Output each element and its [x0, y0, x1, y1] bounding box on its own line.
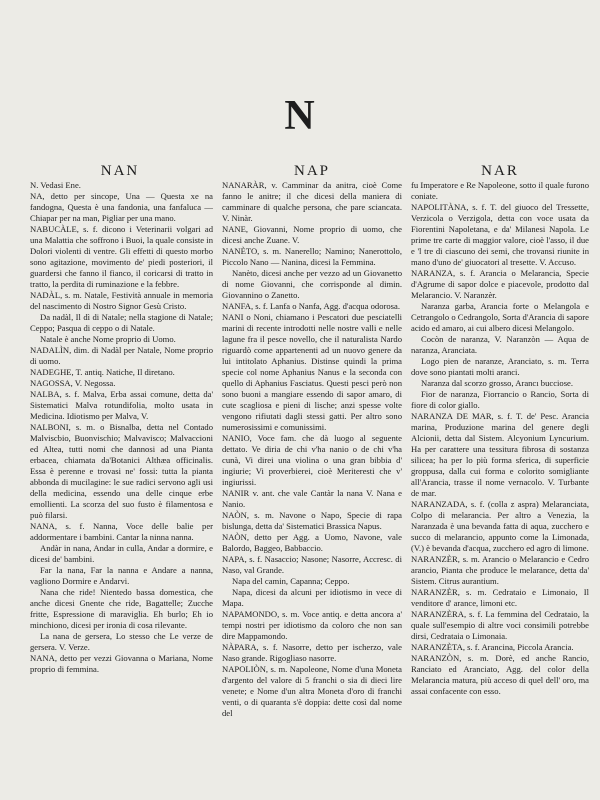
dictionary-entry: NANIR v. ant. che vale Cantàr la nana V. Nana e Nanio.: [222, 488, 402, 509]
dictionary-entry: Logo pien de naranze, Aranciato, s. m. Terra dove sono piantati molti aranci.: [411, 356, 589, 377]
dictionary-entry: La nana de gersera, Lo stesso che Le verze de gersera. V. Verze.: [30, 631, 213, 652]
dictionary-entry: NAPA, s. f. Nasaccio; Nasone; Nasorre, Accresc. di Naso, val Grande.: [222, 554, 402, 575]
column-header-2: NAP: [293, 163, 330, 179]
dictionary-entry: NAPOLITÀNA, s. f. T. del giuoco del Tressette, Verzicola o Verzigola, detta con voce usata da Fiorentini Napoletana, e da' Milanesi Napola. Le prime tre carte di maggior valore, cioè l'asso, il due e 'l tre di ciascuno dei semi, che trovansi riunite in mano d'uno de' giuocatori al tresette. V. Accuso.: [411, 202, 589, 267]
dictionary-entry: NARANZA DE MAR, s. f. T. de' Pesc. Arancia marina, Produzione marina del genere degli Alcionii, detta dal Sistem. Alcyonium Lyncurium. Ha per carattere una tessitura fibrosa di sostanza silicea; ha per lo più forma sferica, di superficie groppusa, dalla cui forma e colorito somigliante all'Arancia, trasse il nome vernacolo. V. Turbante de mar.: [411, 411, 589, 498]
text-column-1: [30, 180, 213, 795]
dictionary-entry: NALBONI, s. m. o Bisnalba, detta nel Contado Malviscbio, Buonvischio; Malvavisco; Malvaccioni ed Altea, tutti nomi che dannosi ad una Pianta erbacea, chiamata da'Botanici Althæa officinalis. Essa è perenne e trovasi ne' fossi: tutta la pianta abbonda di mucilagine: le sue radici servono agli usi della medicina, essendo una delle cinque erbe emollienti. La scorza del suo fusto è filamentosa e può filarsi.: [30, 422, 213, 520]
dictionary-entry: NA, detto per sincope, Una — Questa xe na fandogna, Questa è una fandonia, una fanfaluca — Chiapar per na man, Pigliar per una mano.: [30, 191, 213, 223]
dictionary-entry: NANI o Noni, chiamano i Pescatori due pesciatelli marini di recente introdotti nelle nostre valli e nelle lagune fra il pesce novello, che il naturalista Nardo riguardò come appartenenti ad un nuovo genere da lui intitolato Aphanius. Distinse quindi la prima specie col nome Aphanius Nanus e la seconda con quello di Aphanius Fasciatus. Questi pesci però non sono buoni a mangiare essendo di sapor amaro, di cute scagliosa e pieni di lische; anzi spesse volte vengono rifiutati dagli stessi gatti. Per altro sono numerosissimi e comunissimi.: [222, 312, 402, 432]
text-column-3: [411, 180, 589, 795]
dictionary-entry: Nana che ride! Nientedo bassa domestica, che anche dicesi Gnente che ride, Bagattelle; Zucche fritte, Espressione di maraviglia. Eh burlo; Eh io minchiono, dicesi per ironia di cosa rilevante.: [30, 587, 213, 630]
dictionary-entry: N. Vedasi Ene.: [30, 180, 81, 190]
column-header-1: NAN: [100, 163, 140, 179]
dictionary-entry: NALBA, s. f. Malva, Erba assai comune, detta da' Sistematici Malva rotundifolia, molto usata in Medicina. Idiotismo per Malva, V.: [30, 389, 213, 421]
dictionary-entry: Far la nana, Far la nanna e Andare a nanna, vagliono Dormire e Andarvi.: [30, 565, 213, 586]
dictionary-entry: NARANZÈTA, s. f. Arancina, Piccola Arancia.: [411, 642, 574, 652]
dictionary-entry: NADALÌN, dim. di Nadàl per Natale, Nome proprio di uomo.: [30, 345, 213, 366]
dictionary-entry: Natale è anche Nome proprio di Uomo.: [40, 334, 176, 344]
dictionary-entry: NAPAMONDO, s. m. Voce antiq. e detta ancora a' tempi nostri per idiotismo da coloro che non san dire Mappamondo.: [222, 609, 402, 641]
dictionary-entry: NANE, Giovanni, Nome proprio di uomo, che dicesi anche Zuane. V.: [222, 224, 402, 245]
text-column-2: [222, 180, 402, 795]
dictionary-entry: NARANZÒN, s. m. Dorè, ed anche Rancio, Ranciato ed Aranciato, Agg. del color della Melarancia matura, più acceso di quel dell' oro, ma assai confacente con esso.: [411, 653, 589, 696]
dictionary-entry: NAGOSSA, V. Negossa.: [30, 378, 116, 388]
dictionary-entry: Andàr in nana, Andar in culla, Andar a dormire, e dicesi de' bambini.: [30, 543, 213, 564]
dictionary-entry: NAÒN, s. m. Navone o Napo, Specie di rapa bislunga, detta da' Sistematici Brassica Napus.: [222, 510, 402, 531]
dictionary-entry: NARANZA, s. f. Arancia o Melarancia, Specie d'Agrume di sapor dolce e piacevole, prodotto dal Melarancio. V. Naranzèr.: [411, 268, 589, 300]
dictionary-entry: Cocòn de naranza, V. Naranzòn — Aqua de naranza, Aranciata.: [411, 334, 589, 355]
dictionary-entry: NANARÀR, v. Camminar da anitra, cioè Come fanno le anitre; il che dicesi della maniera di camminare di qualche persona, che pare sciancata. V. Ninàr.: [222, 180, 402, 223]
dictionary-entry: NARANZADA, s. f. (colla z aspra) Melaranciata, Colpo di melarancia. Per altro a Venezia, la Naranzada è una bevanda fatta di aqua, zucchero e succo di melarancio, appunto come la Limonada, (V.) è bevanda d'acqua, zucchero ed agro di limone.: [411, 499, 589, 553]
dictionary-entry: NÀPARA, s. f. Nasorre, detto per ischerzo, vale Naso grande. Rigogliaso nasorre.: [222, 642, 402, 663]
dictionary-entry: Fior de naranza, Fiorrancio o Rancio, Sorta di fiore di color giallo.: [411, 389, 589, 410]
dictionary-entry: NANÈTO, s. m. Nanerello; Namino; Nanerottolo, Piccolo Nano — Nanina, dicesi la Femmina.: [222, 246, 402, 267]
column-header-3: NAR: [481, 163, 519, 179]
dictionary-entry: NABUCÀLE, s. f. dicono i Veterinarii volgari ad una Malattia che soffrono i Buoi, la quale consiste in Dolori violenti di ventre. Gli effetti di questo morbo sono agitazione, movimento de' piedi posteriori, il guardersi che fanno il fianco, il coricarsi di tratto in tratto, la perdita di ruminazione e la febbre.: [30, 224, 213, 289]
dictionary-entry: Nanèto, dicesi anche per vezzo ad un Giovanetto di nome Giovanni, che corrisponde al dimin. Giovannino o Zanetto.: [222, 268, 402, 300]
dictionary-entry: NANA, detto per vezzi Giovanna o Mariana, Nome proprio di femmina.: [30, 653, 213, 674]
dictionary-entry: Naranza garba, Arancia forte o Melangola e Cetrangolo o Cedrangolo, Sorta d'Arancia di sapore acido ed amaro, ai cui albero dicesi Melangolo.: [411, 301, 589, 333]
section-letter: N: [284, 93, 316, 139]
dictionary-entry: NADÀL, s. m. Natale, Festività annuale in memoria del nascimento di Nostro Signor Gesù Cristo.: [30, 290, 213, 311]
dictionary-entry: NAÒN, detto per Agg. a Uomo, Navone, vale Balordo, Baggeo, Babbaccio.: [222, 532, 402, 553]
dictionary-entry: NARANZÈR, s. m. Arancio o Melarancio e Cedro arancio, Pianta che produce le melarance, detta da' Sistem. Citrus aurantium.: [411, 554, 589, 586]
dictionary-entry: NARANZÈR, s. m. Cedrataio e Limonaio, Il venditore d' arance, limoni etc.: [411, 587, 589, 608]
dictionary-entry: NANIO, Voce fam. che dà luogo al seguente dettato. Ve diria de chi v'ha nanio o de chi v'ha cunà, Vi direi una violina o una gran bibbia d' ingiurie; Vi proverbierei, cioè Meriteresti che v' ingiurissi.: [222, 433, 402, 487]
dictionary-entry: Napa del camin, Capanna; Ceppo.: [232, 576, 350, 586]
dictionary-entry: Da nadàl, Il dì di Natale; nella stagione di Natale; Ceppo; Pasqua di ceppo o di Natale.: [30, 312, 213, 333]
dictionary-entry: fu Imperatore e Re Napoleone, sotto il quale furono coniate.: [411, 180, 589, 201]
dictionary-entry: NAPOLIÒN, s. m. Napoleone, Nome d'una Moneta d'argento del valore di 5 franchi o sia di dieci lire venete; e Nome d'un altra Moneta d'oro di franchi venti, o di quaranta s'è doppia: dette così dal nome del: [222, 664, 402, 718]
dictionary-entry: NADEGHE, T. antiq. Natiche, Il diretano.: [30, 367, 175, 377]
dictionary-entry: NANFA, s. f. Lanfa o Nanfa, Agg. d'acqua odorosa.: [222, 301, 400, 311]
dictionary-entry: Naranza dal scorzo grosso, Arancı bucciose.: [421, 378, 574, 388]
dictionary-entry: NARANZÈRA, s. f. La femmina del Cedrataio, la quale sull'esempio di altre voci consimili potrebbe dirsi, Cedrataia o Limonaia.: [411, 609, 589, 641]
dictionary-entry: NANA, s. f. Nanna, Voce delle balie per addormentare i bambini. Cantar la ninna nanna.: [30, 521, 213, 542]
dictionary-entry: Napa, dicesi da alcuni per idiotismo in vece di Mapa.: [222, 587, 402, 608]
